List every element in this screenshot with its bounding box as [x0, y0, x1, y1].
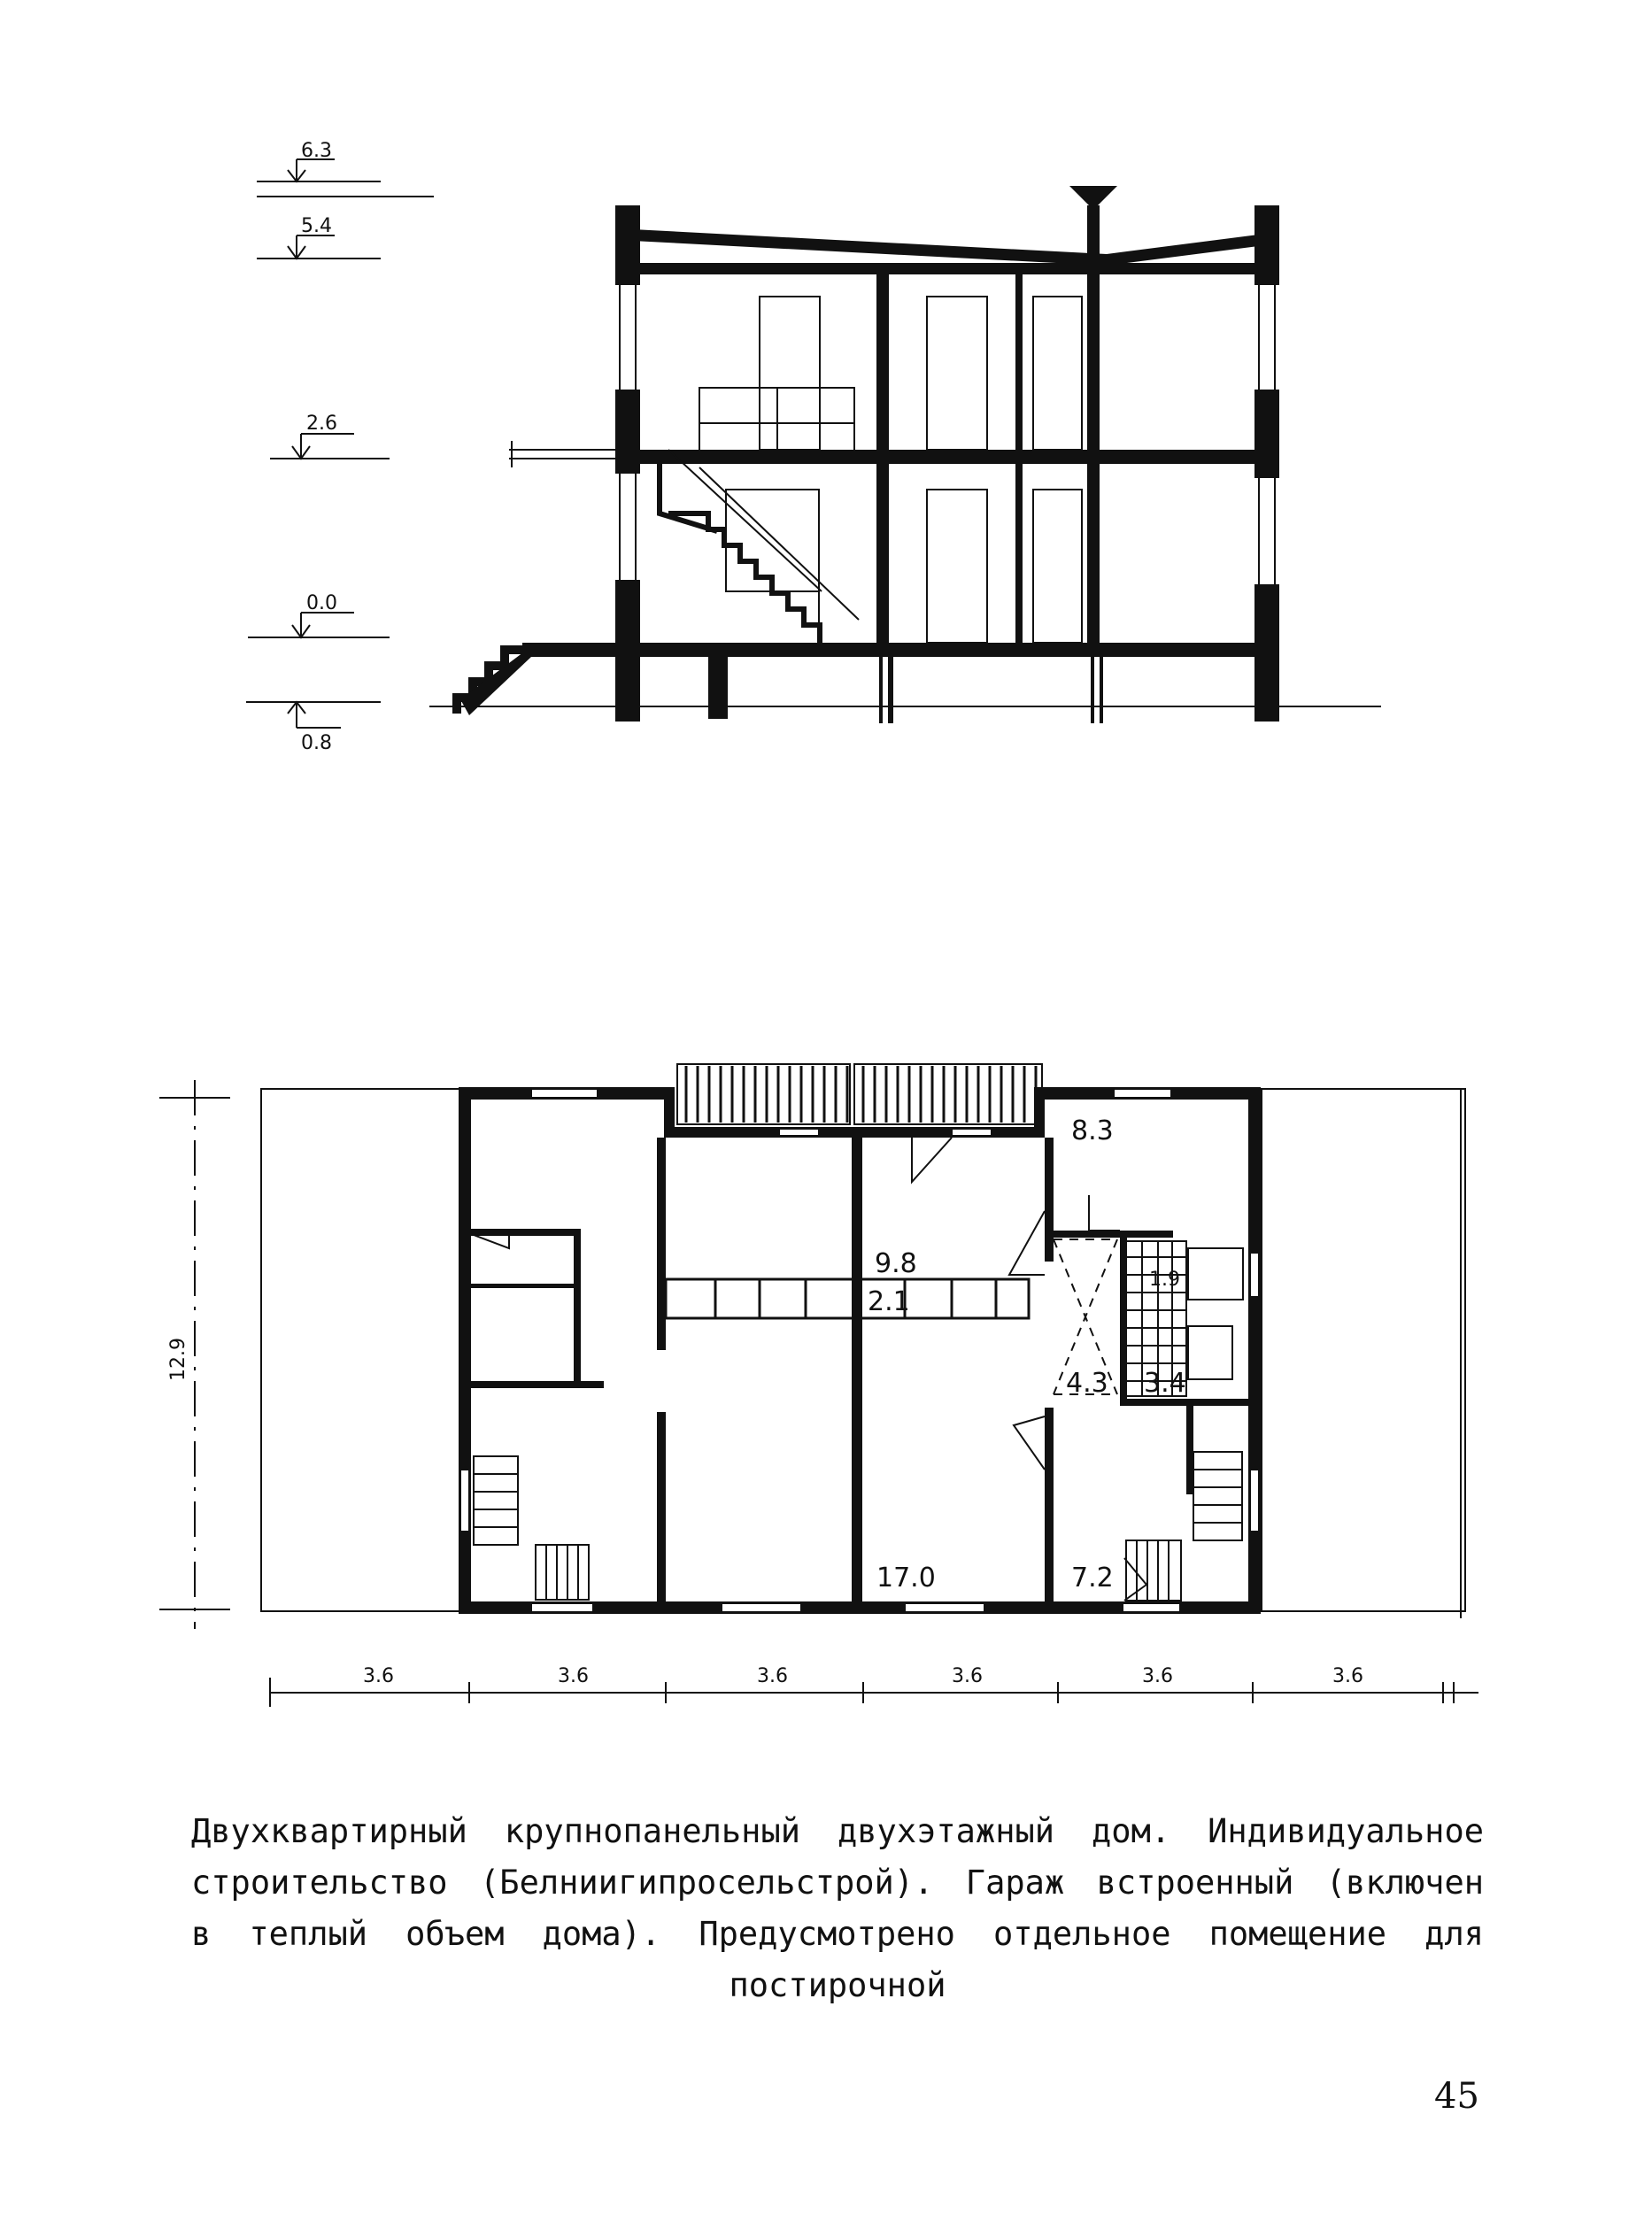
- plan-outer-wall-left: [459, 1087, 471, 1614]
- right-wall-upper: [1254, 205, 1279, 285]
- caption-line: Двухквартирный крупнопанельный двухэтажный дом. Индивидуальное: [191, 1812, 1484, 1850]
- figure-caption: [191, 1806, 1484, 2011]
- room-area-label: 3.4: [1144, 1368, 1186, 1399]
- interior-wall-center: [876, 274, 889, 657]
- level-label: 0.0: [306, 592, 337, 614]
- page-number: 45: [1434, 2076, 1479, 2117]
- overall-dimension-label: 12.9: [167, 1338, 189, 1381]
- dimension-chain: [270, 1665, 1478, 1707]
- room-area-label: 9.8: [875, 1248, 917, 1279]
- attic-slab: [615, 263, 1279, 274]
- chimney-wall: [1087, 205, 1100, 657]
- module-dimension-label: 3.6: [757, 1665, 788, 1687]
- level-marker-2-6: [270, 413, 390, 459]
- chimney-cap: [1069, 186, 1117, 205]
- level-marker-0-0: [248, 592, 390, 637]
- level-label: 5.4: [301, 215, 332, 237]
- section-windows: [620, 285, 1275, 584]
- level-label: 6.3: [301, 140, 332, 162]
- sink: [1188, 1326, 1232, 1379]
- module-dimension-label: 3.6: [1332, 1665, 1363, 1687]
- level-marker-minus-0-8: [246, 702, 381, 754]
- second-floor-slab: [615, 450, 1279, 464]
- floor-plan: [159, 1064, 1465, 1629]
- right-wall-lower: [1254, 584, 1279, 722]
- porch-hatching: [863, 1066, 1036, 1123]
- bathtub: [1188, 1248, 1243, 1300]
- left-wall-mid: [615, 390, 640, 474]
- interior-partition-upper: [1015, 274, 1023, 450]
- left-wall-lower: [615, 580, 640, 722]
- built-in-wardrobes: [666, 1279, 1029, 1318]
- room-area-label: 7.2: [1071, 1563, 1114, 1594]
- room-area-label: 8.3: [1071, 1115, 1114, 1146]
- right-wall-mid: [1254, 390, 1279, 478]
- porch-hatching: [686, 1066, 847, 1123]
- plan-stair-left: [474, 1456, 589, 1600]
- module-dimension-label: 3.6: [1142, 1665, 1173, 1687]
- foundation: [708, 657, 728, 719]
- level-marker-5-4: [257, 197, 434, 259]
- roof-slab: [615, 228, 1279, 266]
- module-dimension-label: 3.6: [558, 1665, 589, 1687]
- left-wall-upper: [615, 205, 640, 285]
- plan-stair-right: [1126, 1452, 1242, 1601]
- module-dimension-label: 3.6: [363, 1665, 394, 1687]
- caption-line: в теплый объем дома). Предусмотрено отдельное помещение для: [191, 1915, 1484, 1953]
- left-adjacent-plot: [261, 1089, 460, 1611]
- module-dimension-label: 3.6: [952, 1665, 983, 1687]
- plan-outer-wall-right: [1248, 1087, 1261, 1614]
- level-label: 0.8: [301, 732, 332, 754]
- room-area-label: 17.0: [876, 1563, 936, 1594]
- level-label: 2.6: [306, 413, 337, 435]
- building-section: [246, 140, 1381, 754]
- right-adjacent-plot: [1262, 1089, 1465, 1611]
- stair-treads: [668, 513, 820, 643]
- level-marker-6-3: [257, 140, 381, 181]
- room-area-label: 4.3: [1066, 1368, 1108, 1399]
- party-wall: [852, 1138, 862, 1614]
- room-area-label: 2.1: [868, 1286, 910, 1317]
- room-area-label: 1.9: [1149, 1269, 1180, 1291]
- interior-partition-lower: [1015, 464, 1023, 643]
- caption-line: строительство (Белниигипросельстрой). Гараж встроенный (включен: [191, 1864, 1484, 1902]
- dimension-vertical: [159, 1080, 230, 1629]
- caption-line: постирочной: [729, 1966, 946, 2004]
